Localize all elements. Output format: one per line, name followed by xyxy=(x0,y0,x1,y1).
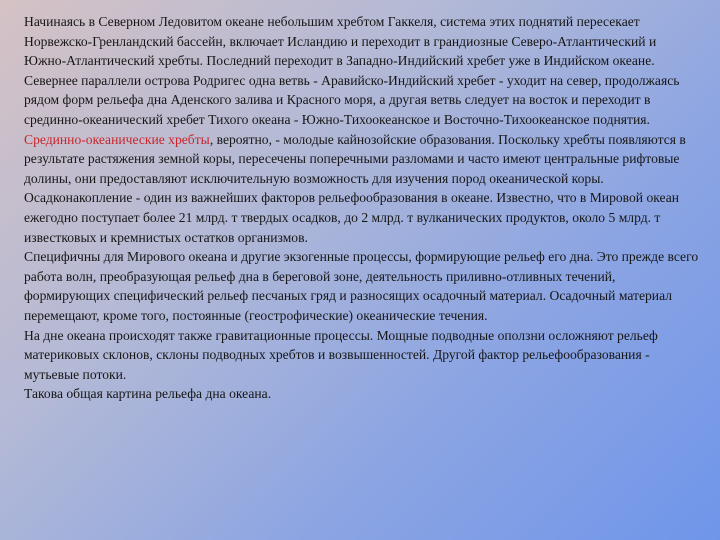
paragraph-final: Такова общая картина рельефа дна океана. xyxy=(24,386,272,402)
paragraph-ridge-system: Начинаясь в Северном Ледовитом океане небольшим хребтом Гаккеля, система этих поднятий пересекает Норвежско-Гренландский бассейн, включает Исландию и переходит в грандиозные Северо-Атлантический и Южно-Атлантический хребты. Последний переходит в Западно-Индийский хребет уже в Индийском океане. Севернее параллели острова Родригес одна ветвь - Аравийско-Индийский хребет - уходит на север, продолжаясь рядом форм рельефа дна Аденского залива и Красного моря, а другая ветвь следует на восток и переходит в срединно-океанический хребет Тихого океана - Южно-Тихоокеанское и Восточно-Тихоокеанское поднятия. xyxy=(24,14,680,127)
paragraph-exogenous: Специфичны для Мирового океана и другие экзогенные процессы, формирующие рельеф его дна. Это прежде всего работа волн, преобразующая рельеф дна в береговой зоне, деятельность приливно-отливных течений, формирующих специфический рельеф песчаных гряд и разносящих осадочный материал. Осадочный материал перемещают, кроме того, постоянные (геострофические) океанические течения. xyxy=(24,249,699,323)
slide-text-block xyxy=(24,12,700,404)
paragraph-gravity: На дне океана происходят также гравитационные процессы. Мощные подводные оползни осложняют рельеф материковых склонов, склоны подводных хребтов и возвышенностей. Другой фактор рельефообразования - мутьевые потоки. xyxy=(24,327,658,382)
paragraph-sediment: Осадконакопление - один из важнейших факторов рельефообразования в океане. Известно, что в Мировой океан ежегодно поступает более 21 млрд. т твердых осадков, до 2 млрд. т вулканических продуктов, около 5 млрд. т известковых и кремнистых остатков организмов. xyxy=(24,190,680,245)
highlighted-term: Срединно-океанические хребты xyxy=(24,131,210,147)
paragraph-ridges-origin-text: , вероятно, - молодые кайнозойские образования. Поскольку хребты появляются в результате растяжения земной коры, пересечены поперечными разломами и часто имеют центральные рифтовые долины, они предоставляют исключительную возможность для изучения пород океанической коры. xyxy=(24,131,686,186)
paragraph-ridges-origin xyxy=(24,130,700,189)
